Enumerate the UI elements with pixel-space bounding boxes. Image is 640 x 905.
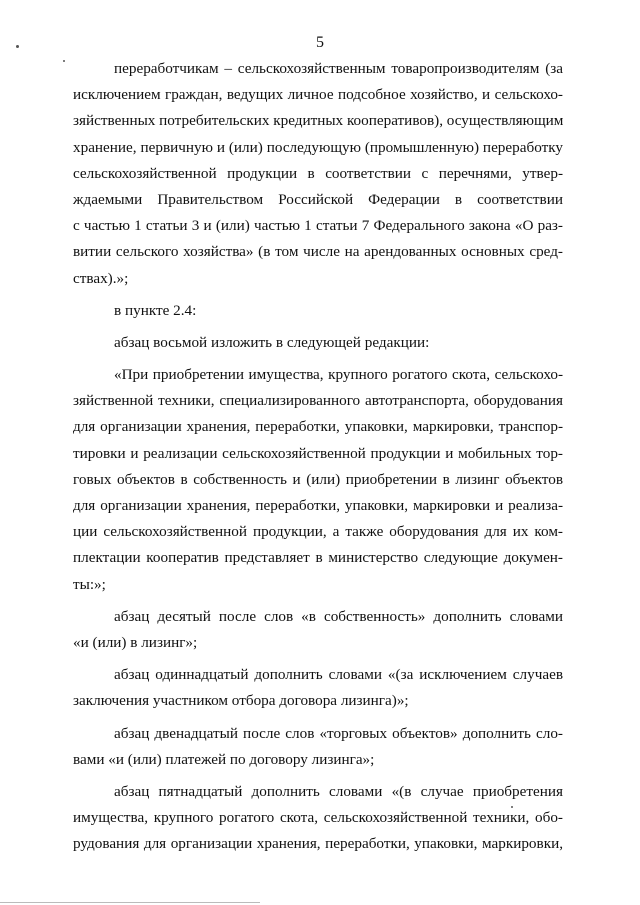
text-line: рудования для организации хранения, переработки, упаковки, маркировки,: [73, 835, 563, 853]
paragraph-quoted-text: [73, 362, 563, 598]
text-line: плектации кооператив представляет в министерство следующие докумен-: [73, 549, 563, 567]
text-line: тировки и реализации сельскохозяйственной продукции и мобильных тор-: [73, 444, 563, 462]
text-line: вами «и (или) платежей по договору лизинга»;: [73, 750, 375, 768]
paragraph-twelfth: [73, 721, 563, 773]
paragraph-paragraph-eight: [73, 330, 563, 356]
text-line: ции сельскохозяйственной продукции, а также оборудования для их ком-: [73, 523, 563, 541]
text-line: витии сельского хозяйства» (в том числе на арендованных основных сред-: [73, 243, 563, 261]
text-line: абзац двенадцатый после слов «торговых объектов» дополнить сло-: [114, 724, 563, 742]
text-line: заключения участником отбора договора лизинга)»;: [73, 692, 409, 710]
text-line: «и (или) в лизинг»;: [73, 633, 198, 651]
text-line: абзац пятнадцатый дополнить словами «(в случае приобретения: [114, 782, 563, 800]
text-line: ждаемыми Правительством Российской Федерации в соответствии: [73, 190, 563, 208]
paragraph-point-2-4: [73, 298, 563, 324]
scan-speck: [16, 45, 19, 48]
text-line: для организации хранения, переработки, упаковки, маркировки, транспор-: [73, 418, 563, 436]
text-line: ствах).»;: [73, 269, 129, 287]
text-line: исключением граждан, ведущих личное подсобное хозяйство, и сельскохо-: [73, 86, 563, 104]
text-line: имущества, крупного рогатого скота, сельскохозяйственной техники, обо-: [73, 809, 563, 827]
paragraph-fifteenth: [73, 779, 563, 858]
text-line: хранение, первичную и (или) последующую (промышленную) переработку: [73, 138, 563, 156]
text-line: переработчикам – сельскохозяйственным товаропроизводителям (за: [114, 60, 563, 77]
text-line: абзац десятый после слов «в собственность» дополнить словами: [114, 607, 563, 625]
page-number: 5: [316, 34, 324, 51]
text-line: «При приобретении имущества, крупного рогатого скота, сельскохо-: [114, 366, 563, 384]
text-line: зяйственной техники, специализированного автотранспорта, оборудования: [73, 392, 563, 410]
text-line: говых объектов в собственность и (или) приобретении в лизинг объектов: [73, 470, 563, 488]
text-line: ты:»;: [73, 575, 106, 593]
text-line: в пункте 2.4:: [114, 301, 197, 319]
text-line: с частью 1 статьи 3 и (или) частью 1 статьи 7 Федерального закона «О раз-: [73, 217, 563, 235]
scan-speck: [511, 806, 513, 808]
scan-edge-line: [0, 902, 260, 903]
scan-speck: [63, 60, 65, 62]
text-line: зяйственных потребительских кредитных кооперативов), осуществляющим: [73, 112, 564, 130]
text-line: абзац восьмой изложить в следующей редакции:: [114, 333, 430, 351]
text-line: для организации хранения, переработки, упаковки, маркировки и реализа-: [73, 497, 563, 514]
text-line: сельскохозяйственной продукции в соответствии с перечнями, утвер-: [73, 164, 563, 182]
text-line: абзац одиннадцатый дополнить словами «(за исключением случаев: [114, 666, 563, 684]
document-body: [73, 56, 563, 857]
paragraph-eleventh: [73, 662, 563, 714]
paragraph-tenth: [73, 604, 563, 656]
paragraph-continuation: [73, 56, 563, 292]
